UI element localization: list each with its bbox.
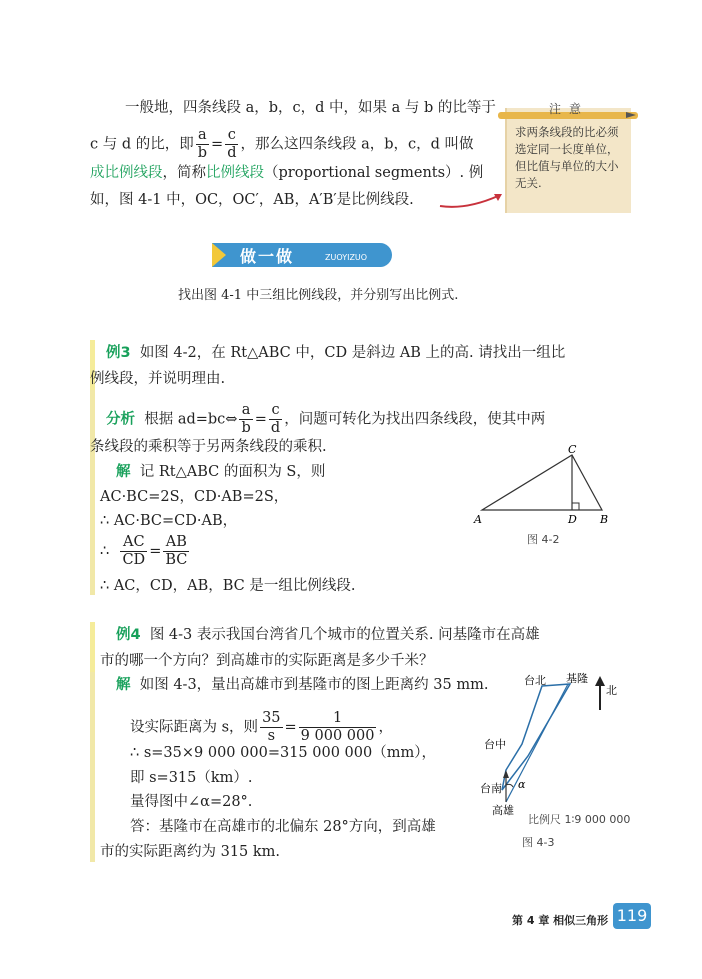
therefore-symbol: ∴ <box>100 543 110 560</box>
example4-solution-line6: 答：基隆市在高雄市的北偏东 28°方向，到高雄 <box>130 819 436 835</box>
footer-chapter: 第 4 章 相似三角形 <box>512 914 609 927</box>
pencil-tip <box>626 112 636 118</box>
figure-4-2-triangle <box>470 445 620 535</box>
frac-den: b <box>241 420 251 436</box>
exercise-text: 找出图 4-1 中三组比例线段，并分别写出比例式. <box>178 288 459 303</box>
example3-solution-line2: AC·BC=2S，CD·AB=2S， <box>100 489 289 505</box>
label-d: D <box>568 513 577 526</box>
definition-line3-mid: ，简称 <box>162 165 206 181</box>
example3-solution-line3: ∴ AC·BC=CD·AB， <box>100 513 238 529</box>
analysis-pre: 根据 ad=bc⇔ <box>144 411 238 428</box>
banner-subtitle: ZUOYIZUO <box>325 253 368 262</box>
example4-solution-line2: 设实际距离为 s，则 $\frac{35}{s}$ = $\frac{1}{9 000 000}$ ， <box>130 710 393 744</box>
note-title: 注意 <box>549 102 590 116</box>
example4-solution-line3: ∴ s=35×9 000 000=315 000 000（mm）， <box>130 745 436 761</box>
frac-num: c <box>225 127 238 145</box>
example4-solution-line1 <box>116 675 488 695</box>
example3-line1-text: 如图 4-2，在 Rt△ABC 中，CD 是斜边 AB 上的高. 请找出一组比 <box>139 345 566 361</box>
definition-line3-post: （proportional segments）. 例 <box>264 165 484 181</box>
definition-line4: 如，图 4-1 中，OC，OC′，AB，A′B′是比例线段. <box>90 192 414 208</box>
solution-label: 解 <box>116 464 131 480</box>
frac-num: c <box>269 402 282 420</box>
fraction-a-b <box>196 127 209 162</box>
frac-den: BC <box>165 552 188 568</box>
map-label-keelung: 基隆 <box>566 672 588 685</box>
banner-title: 做一做 <box>240 247 295 266</box>
map-label-alpha: α <box>518 778 526 791</box>
fraction-ab-bc <box>163 534 189 569</box>
definition-line1: 一般地，四条线段 a，b，c，d 中，如果 a 与 b 的比等于 <box>125 100 496 116</box>
fraction-scale <box>299 710 377 745</box>
frac-den: d <box>227 145 237 161</box>
frac-num: 1 <box>299 710 377 728</box>
banner-arrow-icon <box>212 243 226 267</box>
solution-text: 如图 4-3，量出高雄市到基隆市的图上距离约 35 mm. <box>139 677 489 693</box>
definition-line2 <box>90 127 474 162</box>
term-proportion-segments: 比例线段 <box>206 165 264 181</box>
page-number: 119 <box>613 903 651 929</box>
frac-num: a <box>239 402 252 420</box>
frac-den: 9 000 000 <box>300 728 375 744</box>
frac-num: AB <box>163 534 189 552</box>
example4-solution-line7: 市的实际距离约为 315 km. <box>100 844 281 860</box>
equals-sign: = <box>284 719 297 736</box>
example3-label: 例3 <box>106 345 131 361</box>
figure-4-3-caption: 图 4-3 <box>522 836 555 849</box>
map-label-tainan: 台南 <box>480 782 502 795</box>
example4-line2: 市的哪一个方向？到高雄市的实际距离是多少千米？ <box>100 653 434 669</box>
frac-den: d <box>270 420 281 436</box>
figure-4-3-map <box>480 670 630 820</box>
pointer-arrow-icon <box>436 190 506 212</box>
example3-line1 <box>106 343 565 363</box>
example4-solution-line5: 量得图中∠α=28°. <box>130 794 253 810</box>
frac-num: AC <box>120 534 147 552</box>
fraction-35-s <box>260 710 282 745</box>
example4-side-bar <box>90 622 95 862</box>
label-c: C <box>568 445 577 456</box>
map-label-north: 北 <box>606 684 617 697</box>
solution-text: 记 Rt△ABC 的面积为 S，则 <box>139 464 326 480</box>
note-text: 求两条线段的比必须选定同一长度单位，但比值与单位的大小无关. <box>515 125 619 190</box>
example3-solution-line4 <box>100 534 191 569</box>
frac-den: CD <box>122 552 146 568</box>
analysis-line2: 条线段的乘积等于另两条线段的乘积. <box>90 439 327 455</box>
example3-solution-line5: ∴ AC，CD，AB，BC 是一组比例线段. <box>100 578 356 594</box>
frac-den: s <box>267 728 276 744</box>
equals-sign: = <box>254 411 267 428</box>
analysis-label: 分析 <box>106 411 135 428</box>
fraction-c-d <box>269 402 282 437</box>
analysis-post: ，问题可转化为找出四条线段，使其中两 <box>284 411 546 428</box>
definition-line2-pre: c 与 d 的比，即 <box>90 136 194 153</box>
solution-label: 解 <box>116 677 131 693</box>
label-a: A <box>474 513 482 526</box>
example4-line1 <box>116 625 540 645</box>
map-label-taichung: 台中 <box>484 738 506 751</box>
example4-line1-text: 图 4-3 表示我国台湾省几个城市的位置关系. 问基隆市在高雄 <box>149 627 540 643</box>
example3-line2: 例线段，并说明理由. <box>90 371 226 387</box>
equals-sign: = <box>149 543 162 560</box>
map-scale: 比例尺 1∶9 000 000 <box>528 813 631 826</box>
example4-label: 例4 <box>116 627 141 643</box>
frac-num: a <box>196 127 209 145</box>
label-b: B <box>600 513 609 526</box>
example3-solution-line1 <box>116 462 325 482</box>
solution-line2-pre: 设实际距离为 s，则 <box>130 719 259 736</box>
frac-num: 35 <box>262 710 281 726</box>
fraction-ac-cd <box>120 534 147 569</box>
example3-analysis <box>106 402 545 437</box>
term-proportional-segments: 成比例线段 <box>90 165 163 181</box>
definition-line3 <box>90 163 483 183</box>
figure-4-2-caption: 图 4-2 <box>527 533 560 546</box>
definition-line2-post: ，那么这四条线段 a，b，c，d 叫做 <box>240 136 474 153</box>
frac-den: b <box>197 145 208 161</box>
map-label-kaohsiung: 高雄 <box>492 804 514 817</box>
fraction-c-d <box>225 127 238 162</box>
example4-solution-line4: 即 s=315（km）. <box>130 770 253 786</box>
map-label-taipei: 台北 <box>524 674 546 687</box>
equals-sign: = <box>211 136 224 153</box>
fraction-a-b <box>239 402 252 437</box>
